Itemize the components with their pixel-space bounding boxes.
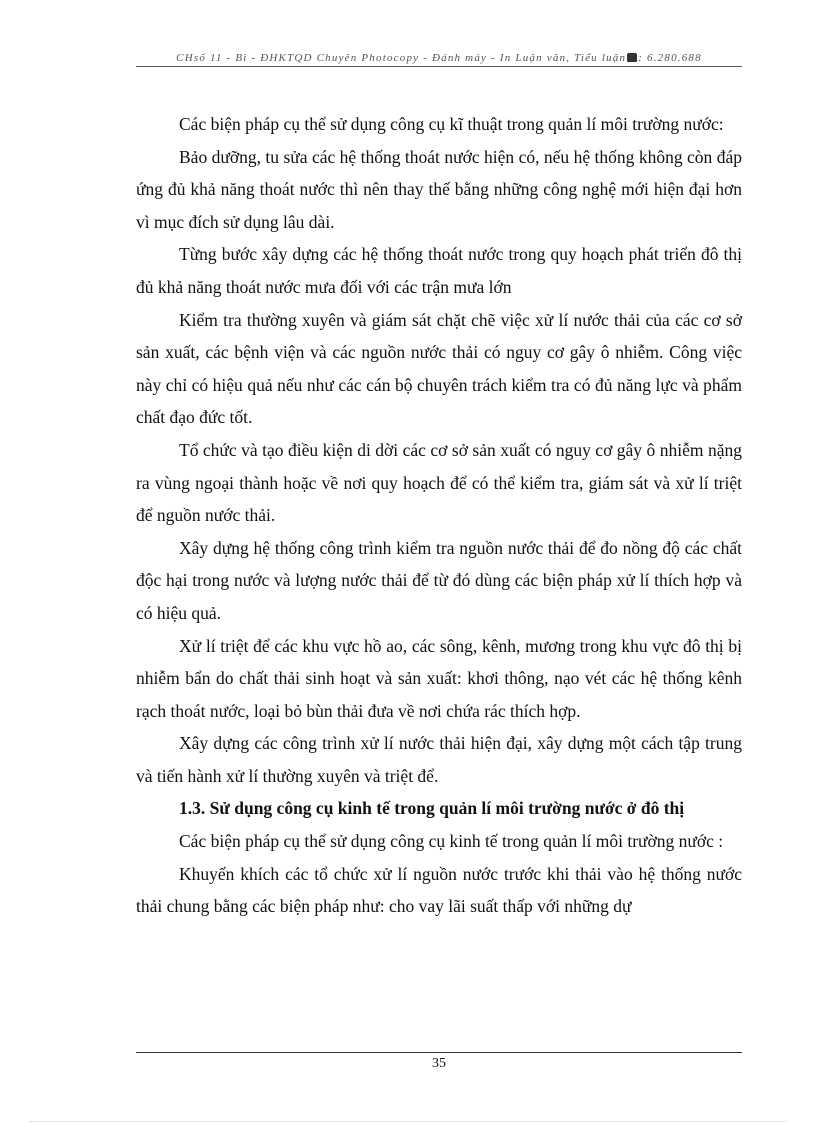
paragraph: Xây dựng các công trình xử lí nước thải hiện đại, xây dựng một cách tập trung và tiến hành xử lí thường xuyên và triệt để. xyxy=(136,733,742,786)
header-divider xyxy=(136,66,742,67)
header-phone-number: : 6.280.688 xyxy=(638,52,702,64)
page-bottom-border xyxy=(30,1121,786,1122)
paragraph: Bảo dưỡng, tu sửa các hệ thống thoát nước hiện có, nếu hệ thống không còn đáp ứng đủ khả năng thoát nước thì nên thay thế bằng những công nghệ mới hiện đại hơn vì mục đích sử dụng lâu dài. xyxy=(136,146,742,232)
paragraph: Xây dựng hệ thống công trình kiểm tra nguồn nước thải để đo nồng độ các chất độc hại trong nước và lượng nước thải để từ đó dùng các biện pháp xử lí thích hợp và có hiệu quả. xyxy=(136,537,742,623)
paragraph: Các biện pháp cụ thể sử dụng công cụ kinh tế trong quản lí môi trường nước : xyxy=(179,831,724,852)
page-number: 35 xyxy=(432,1056,446,1071)
paragraph: Các biện pháp cụ thể sử dụng công cụ kĩ thuật trong quản lí môi trường nước: xyxy=(179,114,724,134)
phone-icon xyxy=(627,53,637,62)
paragraph: Xử lí triệt để các khu vực hồ ao, các sông, kênh, mương trong khu vực đô thị bị nhiễm bẩn do chất thải sinh hoạt và sản xuất: khơi thông, nạo vét các hệ thống kênh rạch thoát nước, loại bỏ bùn thải đưa về nơi chứa rác thích hợp. xyxy=(136,635,742,721)
page-header xyxy=(136,50,742,66)
header-text: CHsố 11 - Bì - ĐHKTQD Chuyên Photocopy - Đánh máy - In Luận văn, Tiểu luận xyxy=(176,52,627,64)
paragraph: Khuyến khích các tổ chức xử lí nguồn nước trước khi thải vào hệ thống nước thải chung bằng các biện pháp như: cho vay lãi suất thấp với những dự xyxy=(136,863,742,917)
paragraph: Kiểm tra thường xuyên và giám sát chặt chẽ việc xử lí nước thải của các cơ sở sản xuất, các bệnh viện và các nguồn nước thải có nguy cơ gây ô nhiễm. Công việc này chỉ có hiệu quả nếu như các cán bộ chuyên trách kiểm tra có đủ năng lực và phẩm chất đạo đức tốt. xyxy=(136,309,742,428)
paragraph: Tổ chức và tạo điều kiện di dời các cơ sở sản xuất có nguy cơ gây ô nhiễm nặng ra vùng ngoại thành hoặc về nơi quy hoạch để có thể kiểm tra, giám sát và xử lí triệt để nguồn nước thải. xyxy=(136,439,742,526)
section-heading: 1.3. Sử dụng công cụ kinh tế trong quản lí môi trường nước ở đô thị xyxy=(179,798,685,819)
paragraph: Từng bước xây dựng các hệ thống thoát nước trong quy hoạch phát triển đô thị đủ khả năng thoát nước mưa đối với các trận mưa lớn xyxy=(136,244,742,297)
body-content xyxy=(136,108,742,923)
footer-divider xyxy=(136,1052,742,1053)
